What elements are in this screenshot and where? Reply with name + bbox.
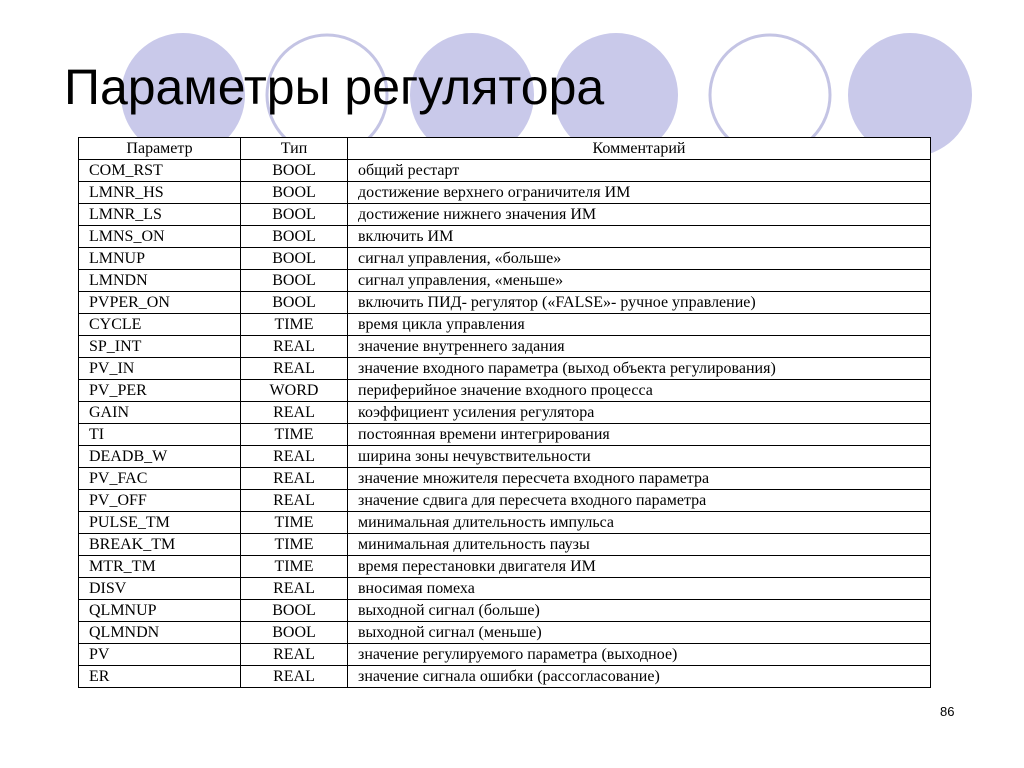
parameter-type-cell: BOOL xyxy=(241,160,348,182)
parameter-type-cell: REAL xyxy=(241,336,348,358)
parameter-comment-cell: выходной сигнал (меньше) xyxy=(348,622,931,644)
table-row xyxy=(79,160,931,182)
table-row xyxy=(79,402,931,424)
table-row xyxy=(79,182,931,204)
parameter-name-cell: SP_INT xyxy=(79,336,241,358)
parameter-name-cell: COM_RST xyxy=(79,160,241,182)
parameter-name-cell: PV_PER xyxy=(79,380,241,402)
table-row xyxy=(79,248,931,270)
parameter-type-cell: BOOL xyxy=(241,182,348,204)
parameter-comment-cell: значение сигнала ошибки (рассогласование) xyxy=(348,666,931,688)
table-body xyxy=(79,160,931,688)
parameter-comment-cell: значение множителя пересчета входного параметра xyxy=(348,468,931,490)
table-row xyxy=(79,644,931,666)
parameter-name-cell: LMNUP xyxy=(79,248,241,270)
header-comment: Комментарий xyxy=(348,138,931,160)
parameter-type-cell: REAL xyxy=(241,468,348,490)
table-row xyxy=(79,336,931,358)
parameter-comment-cell: сигнал управления, «больше» xyxy=(348,248,931,270)
table-row xyxy=(79,468,931,490)
parameter-type-cell: TIME xyxy=(241,534,348,556)
parameter-name-cell: LMNDN xyxy=(79,270,241,292)
table-row xyxy=(79,666,931,688)
parameter-comment-cell: общий рестарт xyxy=(348,160,931,182)
parameter-name-cell: DISV xyxy=(79,578,241,600)
parameter-name-cell: MTR_TM xyxy=(79,556,241,578)
table-row xyxy=(79,534,931,556)
parameter-type-cell: BOOL xyxy=(241,204,348,226)
parameter-type-cell: REAL xyxy=(241,490,348,512)
parameter-type-cell: WORD xyxy=(241,380,348,402)
slide-title: Параметры регулятора xyxy=(64,59,605,115)
parameter-name-cell: PV xyxy=(79,644,241,666)
parameter-type-cell: BOOL xyxy=(241,270,348,292)
table-row xyxy=(79,204,931,226)
parameter-name-cell: ER xyxy=(79,666,241,688)
parameter-name-cell: PULSE_TM xyxy=(79,512,241,534)
parameter-type-cell: REAL xyxy=(241,578,348,600)
parameter-name-cell: PVPER_ON xyxy=(79,292,241,314)
parameter-type-cell: TIME xyxy=(241,424,348,446)
parameter-type-cell: REAL xyxy=(241,402,348,424)
parameter-type-cell: BOOL xyxy=(241,600,348,622)
header-parameter: Параметр xyxy=(79,138,241,160)
parameter-type-cell: TIME xyxy=(241,556,348,578)
parameters-table-container xyxy=(78,137,930,688)
parameter-name-cell: LMNR_LS xyxy=(79,204,241,226)
table-row xyxy=(79,490,931,512)
parameter-type-cell: BOOL xyxy=(241,226,348,248)
parameter-type-cell: BOOL xyxy=(241,622,348,644)
parameter-name-cell: TI xyxy=(79,424,241,446)
parameter-comment-cell: значение входного параметра (выход объекта регулирования) xyxy=(348,358,931,380)
parameter-name-cell: LMNR_HS xyxy=(79,182,241,204)
parameter-comment-cell: вносимая помеха xyxy=(348,578,931,600)
table-row xyxy=(79,380,931,402)
parameter-name-cell: BREAK_TM xyxy=(79,534,241,556)
parameter-comment-cell: включить ПИД- регулятор («FALSE»- ручное управление) xyxy=(348,292,931,314)
table-row xyxy=(79,270,931,292)
page-number: 86 xyxy=(940,704,955,719)
table-row xyxy=(79,314,931,336)
table-row xyxy=(79,446,931,468)
parameter-comment-cell: сигнал управления, «меньше» xyxy=(348,270,931,292)
parameter-type-cell: BOOL xyxy=(241,292,348,314)
parameter-comment-cell: время перестановки двигателя ИМ xyxy=(348,556,931,578)
parameter-comment-cell: достижение нижнего значения ИМ xyxy=(348,204,931,226)
table-row xyxy=(79,292,931,314)
parameter-comment-cell: постоянная времени интегрирования xyxy=(348,424,931,446)
parameter-name-cell: PV_OFF xyxy=(79,490,241,512)
parameter-type-cell: TIME xyxy=(241,314,348,336)
parameter-name-cell: QLMNUP xyxy=(79,600,241,622)
table-row xyxy=(79,622,931,644)
parameter-comment-cell: периферийное значение входного процесса xyxy=(348,380,931,402)
parameters-table xyxy=(78,137,931,688)
parameter-comment-cell: выходной сигнал (больше) xyxy=(348,600,931,622)
parameter-name-cell: LMNS_ON xyxy=(79,226,241,248)
header-type: Тип xyxy=(241,138,348,160)
parameter-type-cell: BOOL xyxy=(241,248,348,270)
parameter-name-cell: PV_IN xyxy=(79,358,241,380)
table-row xyxy=(79,424,931,446)
parameter-name-cell: GAIN xyxy=(79,402,241,424)
parameter-type-cell: REAL xyxy=(241,666,348,688)
parameter-type-cell: REAL xyxy=(241,358,348,380)
parameter-comment-cell: значение регулируемого параметра (выходное) xyxy=(348,644,931,666)
parameter-comment-cell: время цикла управления xyxy=(348,314,931,336)
parameter-comment-cell: включить ИМ xyxy=(348,226,931,248)
parameter-comment-cell: коэффициент усиления регулятора xyxy=(348,402,931,424)
parameter-type-cell: TIME xyxy=(241,512,348,534)
parameter-comment-cell: минимальная длительность паузы xyxy=(348,534,931,556)
table-row xyxy=(79,358,931,380)
parameter-name-cell: CYCLE xyxy=(79,314,241,336)
parameter-type-cell: REAL xyxy=(241,446,348,468)
parameter-name-cell: QLMNDN xyxy=(79,622,241,644)
table-row xyxy=(79,556,931,578)
parameter-name-cell: DEADB_W xyxy=(79,446,241,468)
parameter-comment-cell: значение сдвига для пересчета входного параметра xyxy=(348,490,931,512)
table-row xyxy=(79,512,931,534)
parameter-type-cell: REAL xyxy=(241,644,348,666)
parameter-comment-cell: минимальная длительность импульса xyxy=(348,512,931,534)
table-row xyxy=(79,226,931,248)
parameter-comment-cell: ширина зоны нечувствительности xyxy=(348,446,931,468)
parameter-comment-cell: значение внутреннего задания xyxy=(348,336,931,358)
parameter-name-cell: PV_FAC xyxy=(79,468,241,490)
table-row xyxy=(79,600,931,622)
table-header-row xyxy=(79,138,931,160)
parameter-comment-cell: достижение верхнего ограничителя ИМ xyxy=(348,182,931,204)
table-row xyxy=(79,578,931,600)
